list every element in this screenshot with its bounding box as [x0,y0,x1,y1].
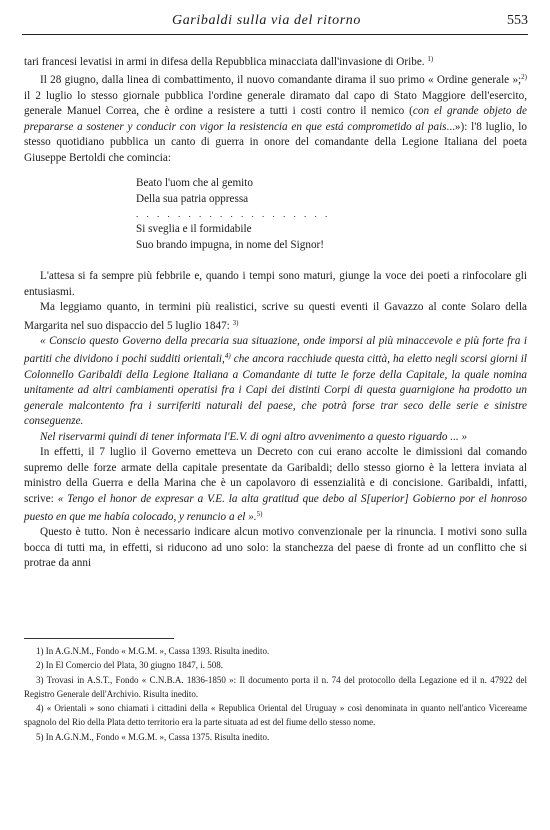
running-title: Garibaldi sulla via del ritorno [172,13,361,28]
poem-line: Suo brando impugna, in nome del Signor! [136,238,324,251]
poem-line: Beato l'uom che al gemito [136,177,253,190]
footnote-ref: 3) [232,318,239,327]
quotation: Nel riservarmi quindi di tener informata l'E.V. di ogni altro avvenimento a questo riguardo ... » [40,430,468,443]
paragraph: Questo è tutto. Non è necessario indicare alcun motivo convenzionale per la rinuncia. I motivi sono sulla bocca di tutti ma, in effetti, si riducono ad uno solo: la stanchezza del paese di fronte ad un conflitto che si protrae da anni [24,526,527,570]
footnote-ref: 5) [256,510,263,518]
paragraph: L'attesa si fa sempre più febbrile e, quando i tempi sono maturi, giunge la voce dei poeti a rinfocolare gli entusiasmi. [24,270,527,298]
footnote: 3) Trovasi in A.S.T., Fondo « C.N.B.A. 1836-1850 »: Il documento porta il n. 74 del protocollo della Legazione ed il n. 47922 del Registro Generale dell'Archivio. Risulta inedito. [24,674,527,699]
footnote: 1) In A.G.N.M., Fondo « M.G.M. », Cassa 1393. Risulta inedito. [36,646,270,656]
poem-ellipsis: . . . . . . . . . . . . . . . . . . . [136,208,331,219]
poem [136,176,527,253]
quotation: « Conscio questo Governo della precaria sua situazione, onde imporsi al più minaccevole e più forte fra i partiti che dividono i pochi sudditi orientali,$^{4)}$ che ancora racchiude questa città, ha eletto negli scorsi giorni il Colonnello Garibaldi della Legione Italiana a Comandante di tutte le forze della Capitale, la quale nomina unitamente ad altri cambiamenti operatisi fra i Capi dei distinti Corpi di questa guarnigione ha prodotto un generale malcontento fra i surriferiti naturali del paese, che potrà forse trar seco delle serie e sinistre conseguenze. [24,335,527,428]
footnotes [24,644,527,744]
main-text [24,52,527,572]
footnote-ref: 1) [427,55,434,63]
page-header [22,6,528,35]
footnote: 4) « Orientali » sono chiamati i cittadini della « Republica Oriental del Uruguay » così denominata in quanto nell'antico Vicereame spagnolo del Rio della Plata detto territorio era la parte situata ad est del fiume dello stesso nome. [24,703,527,728]
footnote-ref: 2) [521,73,527,82]
page-number: 553 [507,13,528,28]
footnote: 5) In A.G.N.M., Fondo « M.G.M. », Cassa 1375. Risulta inedito. [36,731,270,742]
poem-line: Si sveglia e il formidabile [136,223,252,236]
poem-line: Della sua patria oppressa [136,192,249,205]
paragraph: In effetti, il 7 luglio il Governo emetteva un Decreto con cui erano accolte le dimissioni dal comando supremo delle forze armate della capitale presentate da Garibaldi; dello stesso giorno è la lettera inviata al ministro della Guerra e della Marina che è un capolavoro di essenzialità e di concisione. Garibaldi, infatti, scrive: « Tengo el honor de expresar a V.E. la alta gratitud que debo al S[uperior] Gobierno por el honroso puesto en que me había colocado, y renuncio a el ».$^{5)}$ [24,446,527,523]
footnote: 2) In El Comercio del Plata, 30 giugno 1847, i. 508. [36,660,223,671]
paragraph: Ma leggiamo quanto, in termini più realistici, scrive su questi eventi il Gavazzo al conte Solaro della Margarita nel suo dispaccio del 5 luglio 1847: $^{3)}$ [24,301,527,332]
paragraph: tari francesi levatisi in armi in difesa della Repubblica minacciata dall'invasione di Oribe. $^{1)}$ [24,55,434,68]
footnote-ref: 4) [224,352,231,361]
footnote-divider [24,638,174,639]
quoted-spanish-text: « Tengo el honor de expresar a V.E. la alta gratitud que debo al S[uperior] Gobierno por el honroso puesto en que me había colocado, y renuncio a el ». [24,492,527,523]
quoted-spanish-text: con el grande objeto de prepararse a sostener y conducir con vigor la resistencia en que está comprometido al pais [24,105,527,133]
paragraph: Il 28 giugno, dalla linea di combattimento, il nuovo comandante dirama il suo primo « Ordine generale »;$^{2)}$ il 2 luglio lo stesso giornale pubblica l'ordine generale diramato dal capo di Stato Maggiore dell'esercito, generale Manuel Correa, che è ordine a resistere a tutti i costi contro il nemico (con el grande objeto de prepararse a sostener y conducir con vigor la resistencia en que está comprometido al pais...»): l'8 luglio, lo stesso quotidiano pubblica un canto di guerra in onore del comandante della Legione Italiana del poeta Giuseppe Bertoldi che comincia: [24,73,527,164]
